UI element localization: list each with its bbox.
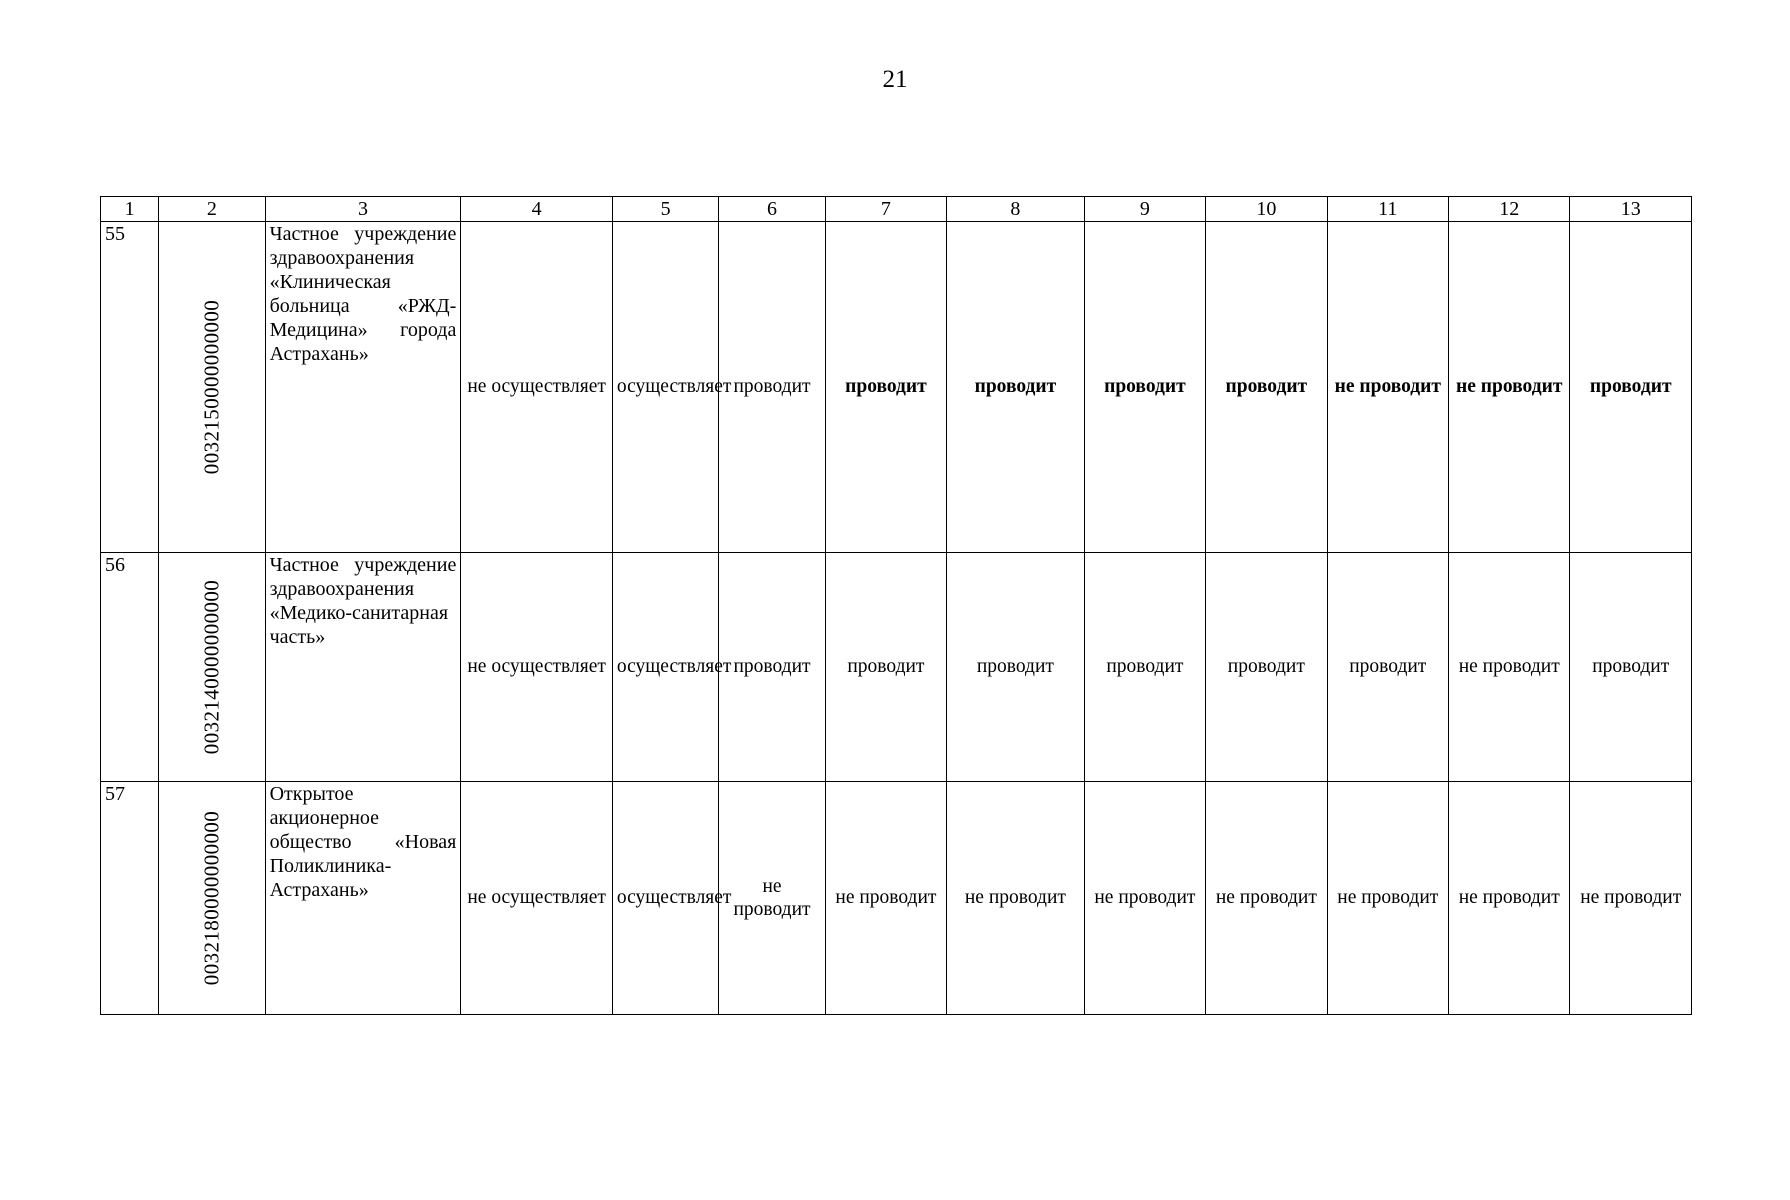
table-row <box>101 553 1692 782</box>
organization-name: Частное учреждение здравоохранения «Клиническая больница «РЖД-Медицина» города Астрахань» <box>265 222 461 553</box>
organization-code: 0032140000000000 <box>199 579 224 755</box>
cell-col-6: проводит <box>719 222 825 553</box>
row-number: 57 <box>101 782 159 1015</box>
cell-col-6: не проводит <box>719 782 825 1015</box>
column-number: 4 <box>461 197 613 222</box>
organization-name: Открытое акционерное общество «Новая Поликлиника-Астрахань» <box>265 782 461 1015</box>
cell-col-9: проводит <box>1084 553 1205 782</box>
column-number: 11 <box>1327 197 1448 222</box>
column-number: 13 <box>1570 197 1692 222</box>
cell-col-7: проводит <box>825 222 946 553</box>
column-number-row <box>101 197 1692 222</box>
column-number: 3 <box>265 197 461 222</box>
organization-code-cell <box>159 782 265 1015</box>
column-number: 2 <box>159 197 265 222</box>
cell-col-6: проводит <box>719 553 825 782</box>
cell-col-5: осуществляет <box>612 222 718 553</box>
cell-col-8: проводит <box>947 222 1085 553</box>
cell-col-13: не проводит <box>1570 782 1692 1015</box>
cell-col-7: проводит <box>825 553 946 782</box>
column-number: 7 <box>825 197 946 222</box>
cell-col-13: проводит <box>1570 222 1692 553</box>
cell-col-4: не осуществляет <box>461 782 613 1015</box>
cell-col-12: не проводит <box>1449 553 1570 782</box>
cell-col-11: не проводит <box>1327 222 1448 553</box>
cell-col-10: проводит <box>1206 553 1327 782</box>
cell-col-10: проводит <box>1206 222 1327 553</box>
table-row <box>101 782 1692 1015</box>
column-number: 1 <box>101 197 159 222</box>
organization-code: 0032150000000000 <box>199 299 224 475</box>
row-number: 56 <box>101 553 159 782</box>
column-number: 5 <box>612 197 718 222</box>
column-number: 8 <box>947 197 1085 222</box>
column-number: 12 <box>1449 197 1570 222</box>
cell-col-11: проводит <box>1327 553 1448 782</box>
cell-col-4: не осуществляет <box>461 222 613 553</box>
organization-code: 0032180000000000 <box>199 810 224 986</box>
column-number: 9 <box>1084 197 1205 222</box>
cell-col-4: не осуществляет <box>461 553 613 782</box>
organization-code-cell <box>159 553 265 782</box>
cell-col-5: осуществляет <box>612 553 718 782</box>
column-number: 6 <box>719 197 825 222</box>
page-number: 21 <box>882 66 908 93</box>
organizations-table <box>100 196 1692 1015</box>
table-row <box>101 222 1692 553</box>
cell-col-5: осуществляет <box>612 782 718 1015</box>
cell-col-12: не проводит <box>1449 222 1570 553</box>
cell-col-9: не проводит <box>1084 782 1205 1015</box>
cell-col-11: не проводит <box>1327 782 1448 1015</box>
cell-col-9: проводит <box>1084 222 1205 553</box>
row-number: 55 <box>101 222 159 553</box>
cell-col-13: проводит <box>1570 553 1692 782</box>
organization-code-cell <box>159 222 265 553</box>
cell-col-12: не проводит <box>1449 782 1570 1015</box>
cell-col-8: проводит <box>947 553 1085 782</box>
cell-col-8: не проводит <box>947 782 1085 1015</box>
organization-name: Частное учреждение здравоохранения «Медико-санитарная часть» <box>265 553 461 782</box>
column-number: 10 <box>1206 197 1327 222</box>
cell-col-7: не проводит <box>825 782 946 1015</box>
cell-col-10: не проводит <box>1206 782 1327 1015</box>
